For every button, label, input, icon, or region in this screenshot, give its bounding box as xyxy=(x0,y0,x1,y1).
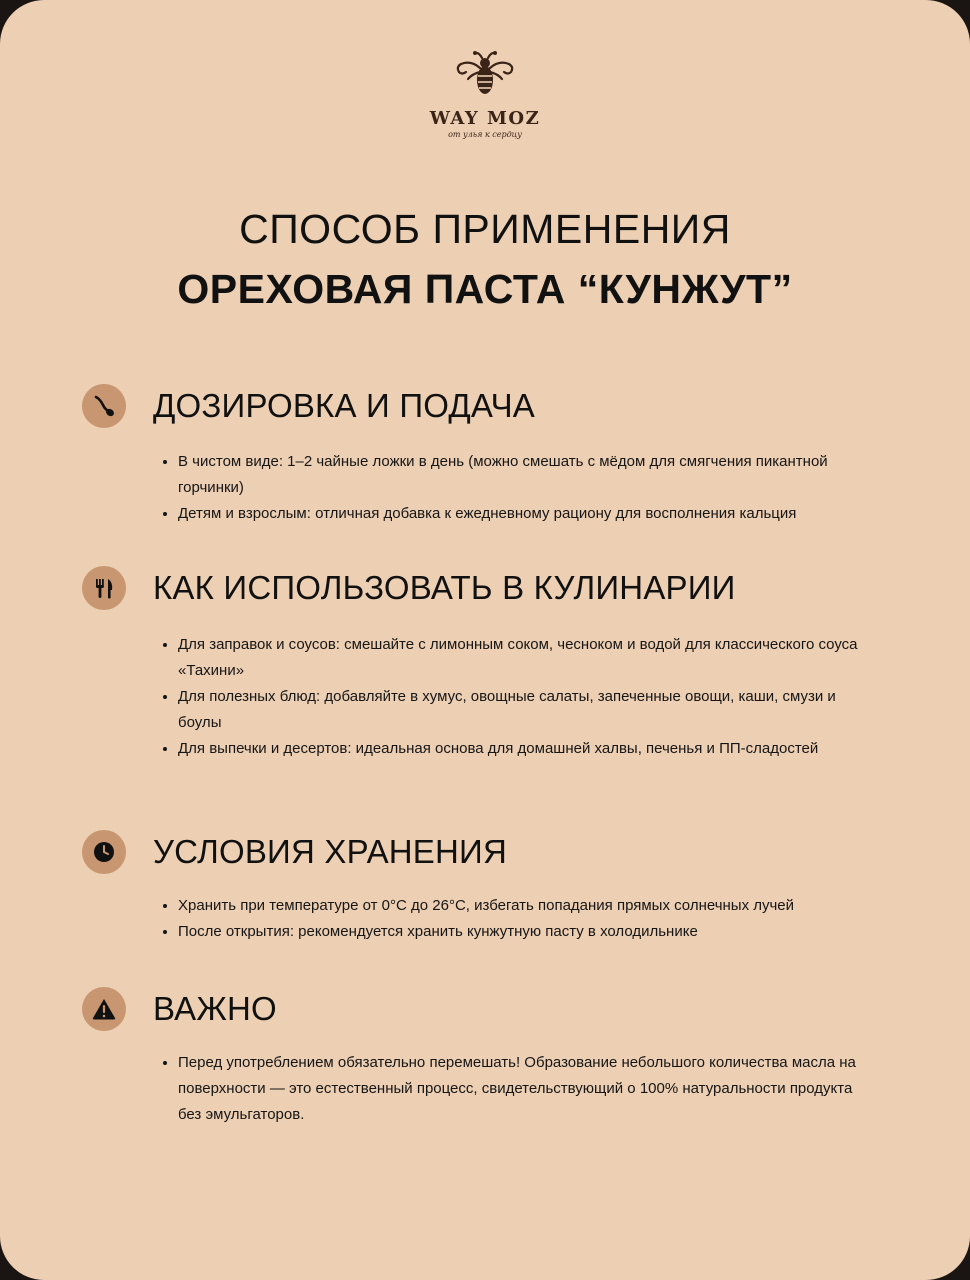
section-important-header xyxy=(82,987,277,1031)
section-title-important: ВАЖНО xyxy=(153,990,277,1027)
page-title-line1: СПОСОБ ПРИМЕНЕНИЯ xyxy=(239,206,731,252)
list-item: • Для выпечки и десертов: идеальная основа для домашней халвы, печенья и ПП-сладостей xyxy=(178,736,878,762)
bee-ornament-icon xyxy=(453,48,517,104)
list-item: • Перед употреблением обязательно перемешать! Образование небольшого количества масла на поверхности — это естественный процесс, свидетельствующий о 100% натуральности продукта без эмульгаторов. xyxy=(178,1050,878,1128)
list-item: • Для заправок и соусов: смешайте с лимонным соком, чесноком и водой для классического соуса «Тахини» xyxy=(178,632,878,684)
section-dosage-list xyxy=(160,449,878,527)
section-cooking-header xyxy=(82,566,736,610)
clock-icon xyxy=(82,830,126,874)
brand-name: WAY MOZ xyxy=(429,108,541,129)
section-title-storage: УСЛОВИЯ ХРАНЕНИЯ xyxy=(153,833,508,870)
section-title-cooking: КАК ИСПОЛЬЗОВАТЬ В КУЛИНАРИИ xyxy=(153,569,736,606)
list-item: • Хранить при температуре от 0°C до 26°C, избегать попадания прямых солнечных лучей xyxy=(178,893,878,919)
spoon-icon xyxy=(82,384,126,428)
section-title-dosage: ДОЗИРОВКА И ПОДАЧА xyxy=(153,387,535,424)
section-cooking-list xyxy=(160,632,878,762)
list-item: • Детям и взрослым: отличная добавка к ежедневному рациону для восполнения кальция xyxy=(178,501,878,527)
list-item: • Для полезных блюд: добавляйте в хумус, овощные салаты, запеченные овощи, каши, смузи и боулы xyxy=(178,684,878,736)
page-title-line2: ОРЕХОВАЯ ПАСТА “КУНЖУТ” xyxy=(177,266,793,312)
section-important-list xyxy=(160,1050,878,1128)
brand-tagline: от улья к сердцу xyxy=(448,130,522,139)
fork-knife-icon xyxy=(82,566,126,610)
warning-icon xyxy=(82,987,126,1031)
section-storage-list xyxy=(160,893,878,945)
section-storage-header xyxy=(82,830,507,874)
list-item: • После открытия: рекомендуется хранить кунжутную пасту в холодильнике xyxy=(178,919,878,945)
section-dosage-header xyxy=(82,384,535,428)
brand-logo xyxy=(0,48,970,139)
list-item: • В чистом виде: 1–2 чайные ложки в день (можно смешать с мёдом для смягчения пикантной горчинки) xyxy=(178,449,878,501)
